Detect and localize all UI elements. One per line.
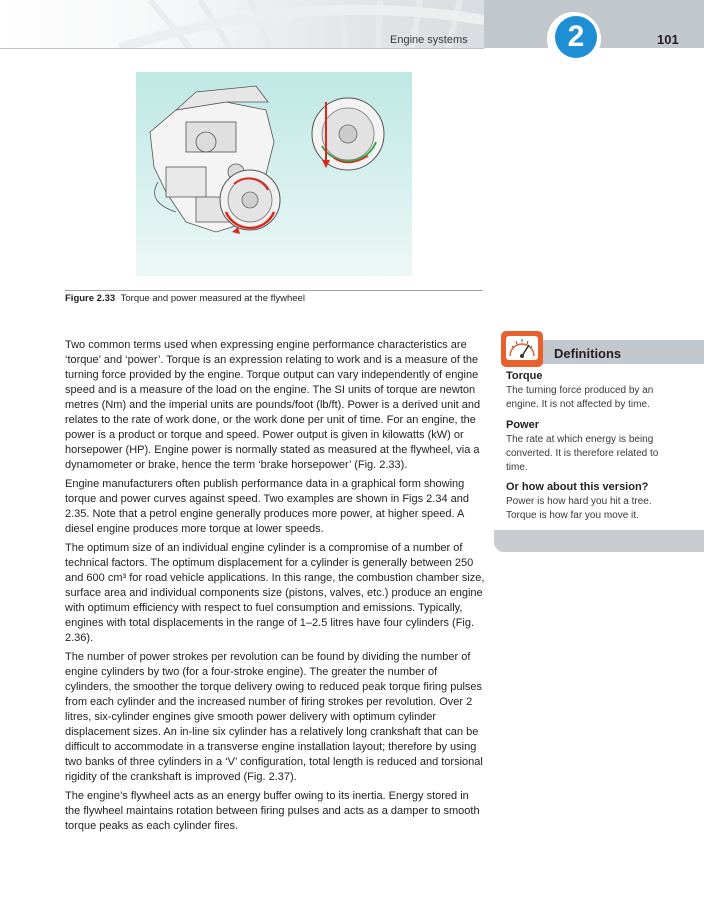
chapter-number: 2 xyxy=(555,16,597,58)
paragraph: Engine manufacturers often publish performance data in a graphical form showing torque and power curves against speed. Two examples are shown in Figs 2.34 and 2.35. Note that a petrol engine generally produces more power, at higher speed. A diesel engine produces more torque at lower speeds. xyxy=(65,478,469,535)
figure-caption-text: Torque and power measured at the flywheel xyxy=(120,293,305,304)
page-number: 101 xyxy=(657,32,679,47)
caption-rule xyxy=(65,290,483,291)
engine-illustration xyxy=(136,72,412,276)
paragraph: The number of power strokes per revolution can be found by dividing the number of engine cylinders by two (for a four-stroke engine). The greater the number of cylinders, the smoother the torque delivery owing to reduced peak torque firing pulses from each cylinder and the increased number of firing strokes per revolution. Over 2 litres, six-cylinder engines give smooth power delivery with optimum cylinder displacement sizes. An in-line six cylinder has a relatively long crankshaft that can be difficult to accommodate in a transverse engine installation layout; therefore by using two banks of three cylinders in a ‘V’ configuration, total length is reduced and torsional rigidity of the crankshaft is improved (Fig. 2.37). xyxy=(65,651,483,783)
figure-engine-flywheel xyxy=(136,72,412,276)
paragraph: The optimum size of an individual engine cylinder is a compromise of a number of technical factors. The optimum displacement for a cylinder is generally between 250 and 600 cm³ for road vehicle applications. In this range, the combustion chamber size, surface area and individual components size (pistons, valves, etc.) produce an engine with optimum efficiency with respect to fuel consumption and emissions. Typically, engines with total displacements in the range of 1–2.5 litres have four cylinders (Fig. 2.36). xyxy=(65,542,485,644)
definition-term: Power xyxy=(506,419,540,431)
definitions-panel-footer xyxy=(494,528,704,552)
running-head: Engine systems xyxy=(390,34,468,46)
figure-caption xyxy=(65,293,305,304)
separate-flywheel xyxy=(312,98,384,170)
definition-term: Torque xyxy=(506,370,543,382)
definition-text: The turning force produced by an engine. It is not affected by time. xyxy=(506,385,654,410)
definitions-title: Definitions xyxy=(554,346,622,361)
definition-term: Or how about this version? xyxy=(506,481,649,493)
definition-text: Power is how hard you hit a tree. Torque is how far you move it. xyxy=(506,496,652,521)
body-text xyxy=(65,338,485,838)
header-rule xyxy=(0,48,484,49)
figure-label: Figure 2.33 xyxy=(65,293,116,304)
gauge-icon xyxy=(500,330,544,368)
definition-text: The rate at which energy is being converted. It is therefore related to time. xyxy=(506,434,659,473)
paragraph: Two common terms used when expressing engine performance characteristics are ‘torque’ and ‘power’. Torque is an expression relating to work and is a measure of the turning force provided by the engine. Torque output can vary independently of engine speed and is a measure of the load on the engine. The SI units of torque are newton metres (Nm) and the imperial units are pounds/foot (lb/ft). Power is a derived unit and relates to the rate of work done, or the work done per unit of time. For an engine, the power is a product or torque and speed. Power output is given in kilowatts (kW) or horsepower (HP). Engine power is normally stated as measured at the flywheel, via a dynamometer or brake, hence the term ‘brake horsepower’ (Fig. 2.33). xyxy=(65,339,481,471)
paragraph: The engine’s flywheel acts as an energy buffer owing to its inertia. Energy stored in the flywheel maintains rotation between firing pulses and acts as a damper to smooth torque peaks as each cylinder fires. xyxy=(65,790,480,832)
